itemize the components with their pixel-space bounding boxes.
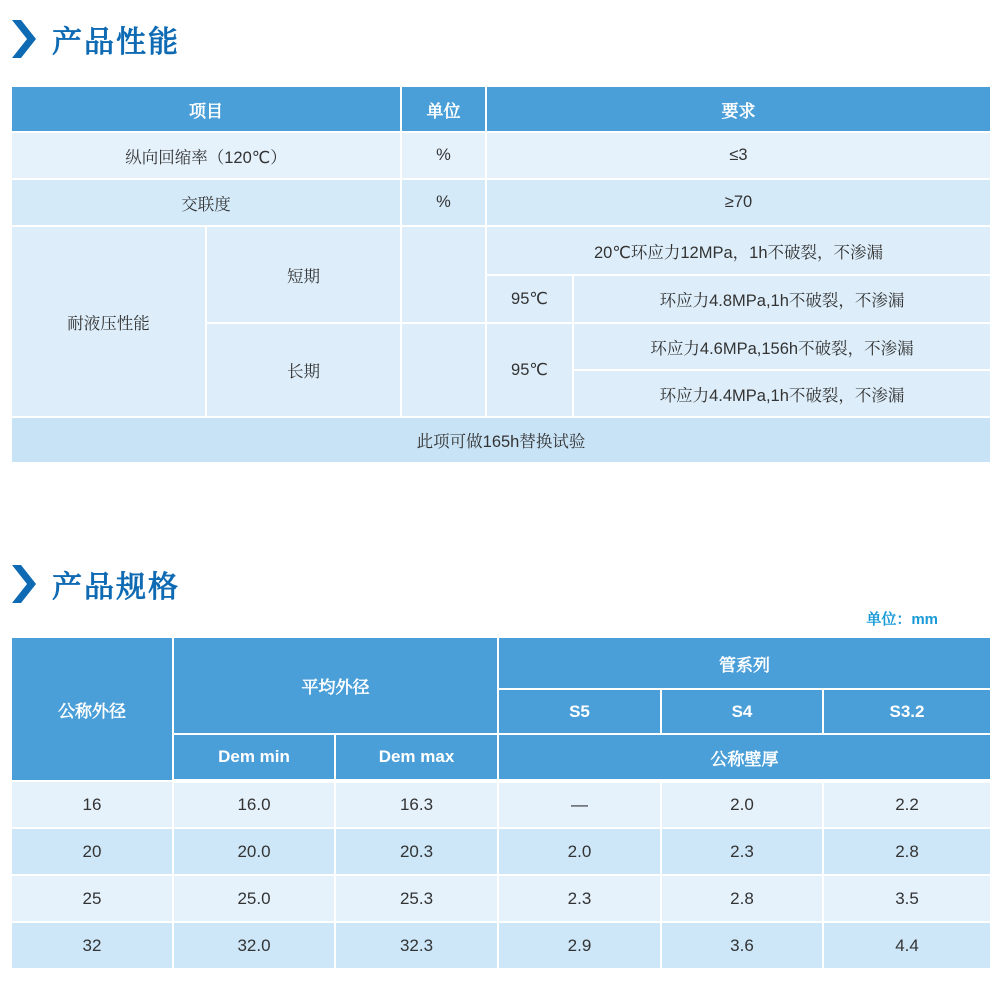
spec-cell-dem-min: 25.0: [173, 875, 335, 922]
spec-header-pipe-series: 管系列: [498, 637, 991, 689]
spec-cell-dem-min: 32.0: [173, 922, 335, 969]
table-row: [11, 875, 991, 922]
spec-cell-s4: 2.8: [661, 875, 823, 922]
perf-req-shrinkage: ≤3: [486, 132, 991, 179]
spec-cell-s32: 2.2: [823, 781, 991, 828]
spec-cell-dem-max: 32.3: [335, 922, 498, 969]
perf-req-long-156h: 环应力4.6MPa,156h不破裂，不渗漏: [573, 323, 991, 370]
page-title-performance: 产品性能: [52, 26, 180, 59]
spec-header-dem-min: Dem min: [173, 734, 335, 781]
spec-cell-od: 25: [11, 875, 173, 922]
spec-cell-od: 20: [11, 828, 173, 875]
spec-cell-s5: —: [498, 781, 661, 828]
table-row: [11, 417, 991, 463]
spec-section: [10, 562, 990, 970]
spec-table: [10, 636, 992, 970]
spec-header-s32: S3.2: [823, 689, 991, 734]
perf-header-unit: 单位: [401, 86, 486, 132]
spec-header-s4: S4: [661, 689, 823, 734]
chevron-right-icon: [12, 565, 36, 603]
chevron-right-icon: [12, 20, 36, 58]
table-row: [11, 132, 991, 179]
spec-cell-s5: 2.0: [498, 828, 661, 875]
perf-req-long-1h: 环应力4.4MPa,1h不破裂，不渗漏: [573, 370, 991, 417]
table-row: [11, 226, 991, 275]
spec-cell-dem-min: 16.0: [173, 781, 335, 828]
perf-sub-long-term: 长期: [206, 323, 401, 417]
table-row: [11, 922, 991, 969]
perf-item-shrinkage: 纵向回缩率（120℃）: [11, 132, 401, 179]
product-spec-page: [0, 17, 1000, 970]
spec-cell-dem-max: 25.3: [335, 875, 498, 922]
unit-note: 单位：mm: [866, 611, 938, 628]
spec-cell-s32: 2.8: [823, 828, 991, 875]
spec-cell-s32: 3.5: [823, 875, 991, 922]
page-title-spec: 产品规格: [52, 571, 180, 604]
perf-req-crosslink: ≥70: [486, 179, 991, 226]
spec-header-s5: S5: [498, 689, 661, 734]
spec-cell-s4: 2.3: [661, 828, 823, 875]
table-row: [11, 179, 991, 226]
spec-cell-dem-min: 20.0: [173, 828, 335, 875]
performance-section: [10, 17, 990, 464]
perf-item-crosslink: 交联度: [11, 179, 401, 226]
spec-header-nominal-od: 公称外径: [11, 637, 173, 781]
perf-footer-note: 此项可做165h替换试验: [11, 417, 991, 463]
spec-cell-s32: 4.4: [823, 922, 991, 969]
perf-temp-short-95c: 95℃: [486, 275, 573, 323]
spec-cell-dem-max: 16.3: [335, 781, 498, 828]
perf-unit-crosslink: %: [401, 179, 486, 226]
section-title-spec: [10, 562, 990, 606]
perf-sub-short-term: 短期: [206, 226, 401, 323]
performance-table: [10, 85, 992, 464]
spec-header-avg-od: 平均外径: [173, 637, 498, 734]
spec-cell-s5: 2.3: [498, 875, 661, 922]
table-row: [11, 828, 991, 875]
spec-cell-s4: 3.6: [661, 922, 823, 969]
spec-cell-s5: 2.9: [498, 922, 661, 969]
perf-unit-long-empty: [401, 323, 486, 417]
spec-header-dem-max: Dem max: [335, 734, 498, 781]
perf-req-short-20c: 20℃环应力12MPa，1h不破裂，不渗漏: [486, 226, 991, 275]
section-title-performance: [10, 17, 990, 61]
perf-unit-shrinkage: %: [401, 132, 486, 179]
perf-item-hydro: 耐液压性能: [11, 226, 206, 417]
spec-header-wall: 公称壁厚: [498, 734, 991, 781]
perf-header-item: 项目: [11, 86, 401, 132]
perf-temp-long-95c: 95℃: [486, 323, 573, 417]
table-row: [11, 781, 991, 828]
spec-cell-od: 16: [11, 781, 173, 828]
perf-header-req: 要求: [486, 86, 991, 132]
spec-cell-od: 32: [11, 922, 173, 969]
perf-req-short-95c: 环应力4.8MPa,1h不破裂，不渗漏: [573, 275, 991, 323]
spec-cell-s4: 2.0: [661, 781, 823, 828]
spec-cell-dem-max: 20.3: [335, 828, 498, 875]
perf-unit-short-empty: [401, 226, 486, 323]
